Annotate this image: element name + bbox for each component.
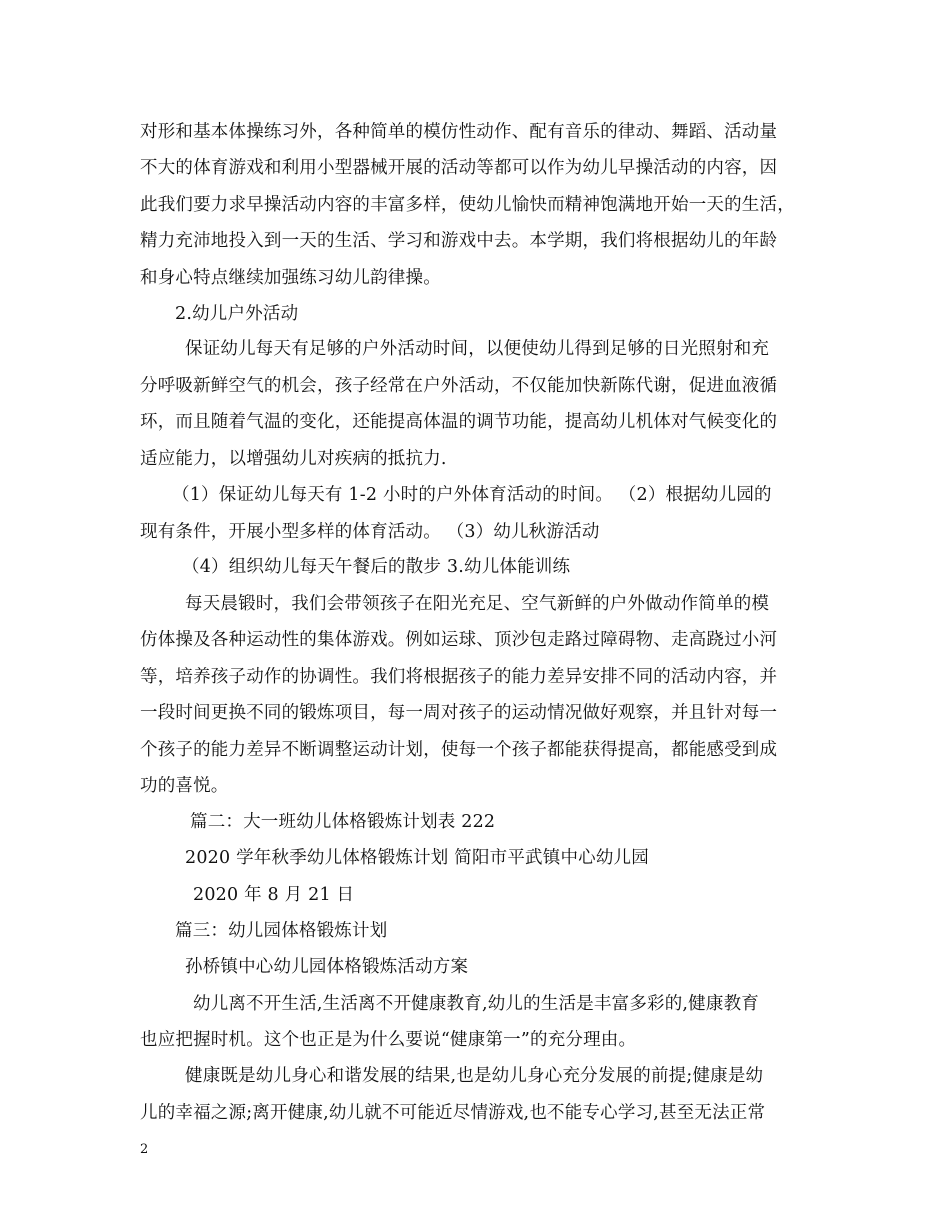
document-subtitle: 孙桥镇中心幼儿园体格锻炼活动方案: [185, 957, 469, 977]
date-line: 2020 年 8 月 21 日: [193, 885, 355, 905]
text-line: 不大的体育游戏和利用小型器械开展的活动等都可以作为幼儿早操活动的内容，因: [140, 158, 778, 178]
text-line: 和身心特点继续加强练习幼儿韵律操。: [140, 268, 441, 288]
text-line: （1）保证幼儿每天有 1-2 小时的户外体育活动的时间。 （2）根据幼儿园的: [172, 485, 772, 505]
text-line: 精力充沛地投入到一天的生活、学习和游戏中去。本学期，我们将根据幼儿的年龄: [140, 231, 778, 251]
section-heading: 2.幼儿户外活动: [175, 304, 299, 324]
section-heading: 篇二：大一班幼儿体格锻炼计划表 222: [190, 812, 496, 832]
text-line: 现有条件，开展小型多样的体育活动。 （3）幼儿秋游活动: [140, 522, 600, 542]
page-number: 2: [140, 1142, 149, 1157]
text-line: 适应能力，以增强幼儿对疾病的抵抗力.: [140, 449, 447, 469]
text-line: 个孩子的能力差异不断调整运动计划，使每一个孩子都能获得提高，都能感受到成: [140, 740, 778, 760]
text-line: 仿体操及各种运动性的集体游戏。例如运球、顶沙包走路过障碍物、走高跷过小河: [140, 630, 778, 650]
text-line: 保证幼儿每天有足够的户外活动时间，以便使幼儿得到足够的日光照射和充: [185, 339, 770, 359]
text-line: （4）组织幼儿每天午餐后的散步 3.幼儿体能训练: [182, 557, 571, 577]
text-line: 分呼吸新鲜空气的机会，孩子经常在户外活动，不仅能加快新陈代谢，促进血液循: [140, 376, 778, 396]
text-line: 也应把握时机。这个也正是为什么要说“健康第一”的充分理由。: [140, 1030, 637, 1050]
text-line: 等，培养孩子动作的协调性。我们将根据孩子的能力差异安排不同的活动内容，并: [140, 667, 778, 687]
text-line: 功的喜悦。: [140, 776, 229, 796]
text-line: 2020 学年秋季幼儿体格锻炼计划 简阳市平武镇中心幼儿园: [185, 848, 649, 868]
text-line: 幼儿离不开生活,生活离不开健康教育,幼儿的生活是丰富多彩的,健康教育: [193, 994, 759, 1014]
text-line: 每天晨锻时，我们会带领孩子在阳光充足、空气新鲜的户外做动作简单的模: [185, 594, 770, 614]
text-line: 儿的幸福之源;离开健康,幼儿就不可能近尽情游戏,也不能专心学习,甚至无法正常: [140, 1103, 766, 1123]
text-line: 对形和基本体操练习外，各种简单的模仿性动作、配有音乐的律动、舞蹈、活动量: [140, 122, 778, 142]
text-line: 一段时间更换不同的锻炼项目，每一周对孩子的运动情况做好观察，并且针对每一: [140, 703, 778, 723]
text-line: 健康既是幼儿身心和谐发展的结果,也是幼儿身心充分发展的前提;健康是幼: [185, 1066, 764, 1086]
text-line: 环，而且随着气温的变化，还能提高体温的调节功能，提高幼儿机体对气候变化的: [140, 412, 778, 432]
section-heading: 篇三：幼儿园体格锻炼计划: [175, 921, 388, 941]
text-line: 此我们要力求早操活动内容的丰富多样，使幼儿愉快而精神饱满地开始一天的生活，: [140, 195, 795, 215]
